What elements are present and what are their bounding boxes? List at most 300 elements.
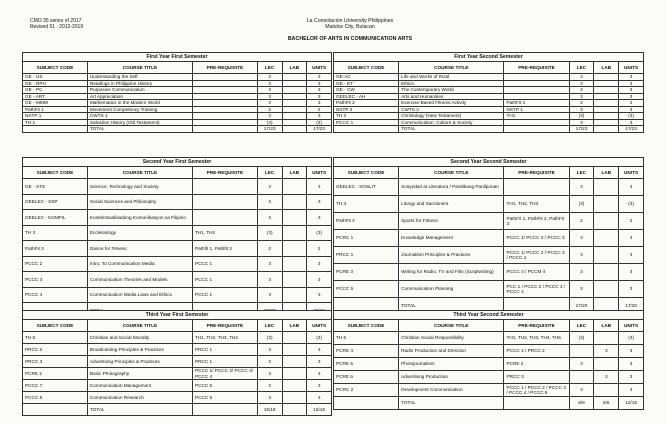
col-lab: LAB: [594, 62, 619, 74]
course-title: TOTAL: [87, 126, 192, 133]
table-row: [23, 194, 332, 210]
total-units: 3: [619, 358, 644, 371]
prerequisite: [192, 194, 257, 210]
course-title: Ethics: [399, 80, 504, 87]
course-title: Advertising Production: [399, 371, 504, 384]
course-title: Broadcasting Principles & Practices: [87, 344, 192, 356]
course-title: Communication Media Laws and Ethics: [87, 287, 192, 303]
semester-3-1: [22, 310, 332, 416]
lec-units: 2: [569, 213, 594, 230]
semester-3-2: [333, 310, 644, 410]
table-row: [23, 179, 332, 195]
prerequisite: PCCC 1: [192, 272, 257, 288]
total-units: 3: [619, 264, 644, 281]
course-table: [22, 61, 332, 133]
prerequisite: TH1, TH2, TH3: [504, 196, 569, 213]
col-course-title: COURSE TITLE: [399, 62, 504, 74]
lec-units: 15/18: [257, 404, 282, 416]
prerequisite: [504, 397, 569, 410]
prerequisite: [504, 179, 569, 196]
total-units: 3: [619, 371, 644, 384]
semester-title: First Year First Semester: [22, 52, 332, 61]
prerequisite: PCRE 2: [504, 358, 569, 371]
table-header-row: [334, 320, 644, 332]
lec-units: 17/20: [569, 298, 594, 315]
subject-code: PCRE 4: [334, 345, 399, 358]
lec-units: 3: [257, 179, 282, 195]
cmo-reference: [30, 18, 83, 30]
total-units: 3: [307, 179, 332, 195]
total-units: 3: [619, 87, 644, 94]
subject-code: PCCC 2: [23, 256, 88, 272]
prerequisite: PathFit 1: [504, 100, 569, 107]
lec-units: 2: [257, 241, 282, 257]
lec-units: 2: [257, 106, 282, 113]
course-title: Readings in Philippine History: [87, 80, 192, 87]
course-table: [333, 319, 644, 410]
prerequisite: PCCC 1: [192, 256, 257, 272]
semester-title: First Year Second Semester: [333, 52, 644, 61]
subject-code: GE - US: [23, 74, 88, 81]
prerequisite: Pathfit 1, Pathfit 2: [192, 241, 257, 257]
prerequisite: [192, 126, 257, 133]
course-title: Ecclesiology: [87, 225, 192, 241]
lab-units: [282, 404, 307, 416]
prerequisite: [192, 404, 257, 416]
course-title: Salvation History (Old Testament): [87, 119, 192, 126]
col-lec: LEC: [257, 167, 282, 179]
lec-units: 3: [257, 344, 282, 356]
lec-units: 3: [257, 287, 282, 303]
document-header: [200, 18, 500, 42]
subject-code: PCRE 2: [23, 368, 88, 380]
total-units: 3: [619, 345, 644, 358]
semester-title: Second Year First Semester: [22, 157, 332, 166]
lab-units: [282, 287, 307, 303]
course-title: Christology (New Testament): [399, 113, 504, 120]
total-units: 3: [307, 113, 332, 120]
lec-units: (3): [569, 113, 594, 120]
table-row: [334, 264, 644, 281]
prerequisite: [192, 179, 257, 195]
prerequisite: [504, 126, 569, 133]
total-units: 3: [307, 380, 332, 392]
table-row: [23, 392, 332, 404]
course-title: TOTAL: [399, 126, 504, 133]
prerequisite: PCCC 5: [192, 392, 257, 404]
table-row: [334, 371, 644, 384]
lec-units: (3): [257, 119, 282, 126]
col-course-title: COURSE TITLE: [87, 320, 192, 332]
lec-units: 3: [257, 368, 282, 380]
lab-units: [282, 272, 307, 288]
col-subject-code: SUBJECT CODE: [23, 167, 88, 179]
course-title: Communication Management: [87, 380, 192, 392]
subject-code: PCCC 1: [334, 119, 399, 126]
subject-code: PCCC 6: [23, 392, 88, 404]
col-subject-code: SUBJECT CODE: [23, 320, 88, 332]
course-table: [22, 166, 332, 319]
lec-units: 3: [257, 80, 282, 87]
lab-units: [282, 392, 307, 404]
course-title: Arts and Humanities: [399, 93, 504, 100]
lec-units: 3: [257, 100, 282, 107]
col-lab: LAB: [282, 62, 307, 74]
course-table: [22, 319, 332, 416]
total-units: 3: [307, 93, 332, 100]
course-title: Advertising Principles & Practices: [87, 356, 192, 368]
subject-code: PCRC 1: [334, 230, 399, 247]
course-title: Christian Social Responsibility: [399, 332, 504, 345]
course-title: Communication Research: [87, 392, 192, 404]
total-units: 3: [619, 230, 644, 247]
table-row: [23, 368, 332, 380]
table-row: [23, 272, 332, 288]
lec-units: 6/9: [569, 397, 594, 410]
table-row: [23, 225, 332, 241]
lec-units: 3: [569, 93, 594, 100]
lec-units: 3: [257, 380, 282, 392]
lab-units: [282, 356, 307, 368]
course-title: The Contemporary World: [399, 87, 504, 94]
col-lec: LEC: [569, 167, 594, 179]
table-row: [334, 345, 644, 358]
lab-units: [594, 247, 619, 264]
total-units: (3): [307, 119, 332, 126]
lab-units: [594, 264, 619, 281]
table-header-row: [23, 62, 332, 74]
total-units: 3: [619, 74, 644, 81]
course-title: TOTAL: [399, 298, 504, 315]
subject-code: [334, 126, 399, 133]
table-row: [23, 380, 332, 392]
subject-code: TH 3: [23, 225, 88, 241]
total-units: 2: [619, 100, 644, 107]
semester-1-1: [22, 52, 332, 133]
total-units: 3: [307, 100, 332, 107]
subject-code: GE - ET: [334, 80, 399, 87]
total-units: 3: [619, 119, 644, 126]
course-title: Exercise-Based Fitness Activity: [399, 100, 504, 107]
course-title: Radio Production and Direction: [399, 345, 504, 358]
lec-units: 3: [569, 358, 594, 371]
lec-units: 3: [257, 113, 282, 120]
course-title: Life and Works of Rizal: [399, 74, 504, 81]
course-title: Movement Competency Training: [87, 106, 192, 113]
lec-units: (3): [569, 196, 594, 213]
total-units: (3): [307, 225, 332, 241]
course-title: Journalism Principles & Practices: [399, 247, 504, 264]
course-title: Writing for Radio, TV and Film (Scriptwriting): [399, 264, 504, 281]
col-lec: LEC: [569, 320, 594, 332]
lec-units: 3: [257, 272, 282, 288]
subject-code: GEELEC - SOSLIT: [334, 179, 399, 196]
col-prerequisite: PRE-REQUISITE: [504, 62, 569, 74]
total-units: 17/20: [619, 298, 644, 315]
lab-units: [282, 241, 307, 257]
total-units: (3): [619, 196, 644, 213]
table-row: [334, 179, 644, 196]
lab-units: [594, 384, 619, 397]
col-units: UNITS: [619, 62, 644, 74]
total-units: 3: [619, 384, 644, 397]
course-title: Communication Theories and Models: [87, 272, 192, 288]
course-title: CWTS 1: [87, 113, 192, 120]
lec-units: 3: [569, 106, 594, 113]
lec-units: 3: [569, 264, 594, 281]
table-row: [334, 196, 644, 213]
col-lec: LEC: [257, 62, 282, 74]
col-prerequisite: PRE-REQUISITE: [192, 62, 257, 74]
col-course-title: COURSE TITLE: [87, 62, 192, 74]
table-row: [334, 213, 644, 230]
table-row: [23, 356, 332, 368]
subject-code: PRCC 1: [334, 247, 399, 264]
table-row: [334, 247, 644, 264]
total-units: 3: [307, 272, 332, 288]
prerequisite: PRCC 1: [192, 356, 257, 368]
lec-units: 17/23: [569, 126, 594, 133]
total-units: 3: [307, 356, 332, 368]
prerequisite: PRCC 1: [192, 344, 257, 356]
subject-code: PCCC 7: [23, 380, 88, 392]
semester-2-2: [333, 157, 644, 315]
prerequisite: PCCC 1/ PCCC 2 / PCCC 3 / PCCC 4: [504, 247, 569, 264]
lec-units: 3: [257, 392, 282, 404]
table-row: [23, 287, 332, 303]
table-row: [23, 241, 332, 257]
table-row: [334, 384, 644, 397]
prerequisite: PathFit 1, PathFit 2, PathFit 3: [504, 213, 569, 230]
col-lab: LAB: [282, 320, 307, 332]
prerequisite: TH1, TH2, TH3, TH4, TH5: [504, 332, 569, 345]
col-lab: LAB: [594, 167, 619, 179]
total-units: 3: [619, 179, 644, 196]
prerequisite: PCC 1 / PCCC 2 / PCCC 3 / PCCC 4: [504, 281, 569, 298]
lab-units: [282, 126, 307, 133]
lec-units: (3): [257, 332, 282, 344]
program-title: BACHELOR OF ARTS IN COMMUNICATION ARTS: [287, 35, 413, 42]
total-units: (3): [307, 332, 332, 344]
course-title: Communication, Culture & Society: [399, 119, 504, 126]
subject-code: NSTP 1: [23, 113, 88, 120]
course-table: [333, 166, 644, 315]
prerequisite: [192, 210, 257, 226]
total-units: 3: [619, 281, 644, 298]
table-row: [23, 332, 332, 344]
course-title: Knowledge Management: [399, 230, 504, 247]
course-title: Kontekstwalisadong Komunikasyon sa Filipino: [87, 210, 192, 226]
col-units: UNITS: [619, 167, 644, 179]
col-units: UNITS: [307, 167, 332, 179]
total-units: 17/23: [307, 126, 332, 133]
prerequisite: PCCC 4 / PRCC 2: [504, 345, 569, 358]
cmo-series: CMO 35 series of 2017: [30, 18, 82, 24]
semester-title: Second Year Second Semester: [333, 157, 644, 166]
subject-code: PathFit 4: [334, 213, 399, 230]
lab-units: 3: [594, 371, 619, 384]
subject-code: PCCC 3: [23, 272, 88, 288]
total-units: 3: [307, 210, 332, 226]
course-title: TOTAL: [399, 397, 504, 410]
total-units: 3: [307, 392, 332, 404]
table-header-row: [334, 167, 644, 179]
table-header-row: [334, 62, 644, 74]
semester-title: Third Year First Semester: [22, 310, 332, 319]
prerequisite: PCCC 5: [192, 380, 257, 392]
table-row: [334, 332, 644, 345]
subject-code: GE - PC: [23, 87, 88, 94]
subject-code: GE - RPH: [23, 80, 88, 87]
subject-code: TH 6: [334, 332, 399, 345]
lec-units: [569, 371, 594, 384]
course-title: CWTS 2: [399, 106, 504, 113]
subject-code: GE-AC: [334, 74, 399, 81]
total-units: 3: [307, 287, 332, 303]
lec-units: 3: [257, 210, 282, 226]
subject-code: NSTP 2: [334, 106, 399, 113]
col-course-title: COURSE TITLE: [399, 167, 504, 179]
subject-code: GE - MMW: [23, 100, 88, 107]
course-title: Basic Photography: [87, 368, 192, 380]
subject-code: TH 2: [334, 113, 399, 120]
total-units: 3: [619, 93, 644, 100]
total-units: 3: [307, 368, 332, 380]
subject-code: TH 5: [23, 332, 88, 344]
semester-1-2: [333, 52, 644, 133]
course-table: [333, 61, 644, 133]
lab-units: [594, 281, 619, 298]
col-subject-code: SUBJECT CODE: [334, 62, 399, 74]
lab-units: [594, 230, 619, 247]
col-lab: LAB: [282, 167, 307, 179]
total-row: [334, 126, 644, 133]
course-title: Social Sciences and Philosophy: [87, 194, 192, 210]
subject-code: [23, 404, 88, 416]
subject-code: PCCC 4: [23, 287, 88, 303]
total-units: 2: [307, 241, 332, 257]
subject-code: PCRE 6: [334, 371, 399, 384]
col-lec: LEC: [257, 320, 282, 332]
lec-units: 3: [257, 74, 282, 81]
lab-units: [594, 196, 619, 213]
lab-units: [282, 344, 307, 356]
total-units: (3): [619, 113, 644, 120]
table-header-row: [23, 320, 332, 332]
lec-units: 3: [569, 230, 594, 247]
course-title: Science, Technology and Society: [87, 179, 192, 195]
total-row: [23, 404, 332, 416]
table-row: [23, 344, 332, 356]
total-units: 15/18: [307, 404, 332, 416]
revised-note: Revised 51 : 2012-2019: [30, 24, 84, 30]
lec-units: 3: [257, 87, 282, 94]
subject-code: GEELEC - SSP: [23, 194, 88, 210]
lec-units: 3: [569, 74, 594, 81]
lec-units: 3: [257, 93, 282, 100]
lab-units: [282, 225, 307, 241]
col-lab: LAB: [594, 320, 619, 332]
total-row: [23, 126, 332, 133]
table-row: [334, 358, 644, 371]
lec-units: [569, 345, 594, 358]
prerequisite: PCCC 1 / PCCC 2 / PCCC 3 / PCCC 4 / PCCC 5: [504, 384, 569, 397]
subject-code: GEELEC - KOMFIL: [23, 210, 88, 226]
lab-units: [282, 179, 307, 195]
lec-units: 3: [569, 281, 594, 298]
course-title: Dance for Fitness: [87, 241, 192, 257]
col-units: UNITS: [307, 62, 332, 74]
lab-units: [594, 358, 619, 371]
course-title: Sports for Fitness: [399, 213, 504, 230]
total-units: 2: [307, 106, 332, 113]
lec-units: 3: [569, 87, 594, 94]
col-units: UNITS: [307, 320, 332, 332]
table-row: [23, 256, 332, 272]
lab-units: 6/6: [594, 397, 619, 410]
total-units: 12/15: [619, 397, 644, 410]
lec-units: 3: [569, 119, 594, 126]
subject-code: [23, 126, 88, 133]
col-subject-code: SUBJECT CODE: [334, 320, 399, 332]
subject-code: PathFit 2: [334, 100, 399, 107]
table-header-row: [23, 167, 332, 179]
lab-units: [594, 179, 619, 196]
lec-units: 3: [257, 356, 282, 368]
subject-code: PCRC 2: [334, 384, 399, 397]
prerequisite: PRCC 3: [504, 371, 569, 384]
lec-units: 3: [257, 194, 282, 210]
subject-code: PRCC 3: [23, 356, 88, 368]
total-units: 3: [619, 247, 644, 264]
total-units: 3: [307, 74, 332, 81]
course-title: Intro. To Communication Media: [87, 256, 192, 272]
lab-units: [282, 332, 307, 344]
school-city: Malolos City, Bulacan: [325, 24, 375, 31]
subject-code: TH 4: [334, 196, 399, 213]
course-title: TOTAL: [87, 404, 192, 416]
subject-code: [334, 397, 399, 410]
subject-code: GE - CW: [334, 87, 399, 94]
total-row: [334, 397, 644, 410]
lec-units: (3): [257, 225, 282, 241]
prerequisite: PCCC 3 / PCCM 4: [504, 264, 569, 281]
subject-code: GEELEC - AH: [334, 93, 399, 100]
subject-code: GE - ART: [23, 93, 88, 100]
course-title: Christian and Social Morality: [87, 332, 192, 344]
subject-code: PathFit 1: [23, 106, 88, 113]
prerequisite: TH1, TH2, TH3, TH4: [192, 332, 257, 344]
table-row: [334, 281, 644, 298]
total-units: 2: [619, 213, 644, 230]
table-row: [334, 230, 644, 247]
col-course-title: COURSE TITLE: [87, 167, 192, 179]
col-prerequisite: PRE-REQUISITE: [192, 167, 257, 179]
lec-units: 3: [257, 256, 282, 272]
course-title: Sosyedad at Literatura / Panitikang Panlipunan: [399, 179, 504, 196]
total-units: 3: [307, 194, 332, 210]
col-units: UNITS: [619, 320, 644, 332]
prerequisite: PCCC 1/ PCCC 2/ PCCC 3/ PCCC 4: [192, 368, 257, 380]
lab-units: [282, 194, 307, 210]
lec-units: (3): [569, 332, 594, 345]
subject-code: PathFit 3: [23, 241, 88, 257]
prerequisite: TH1, TH2: [192, 225, 257, 241]
course-title: Communication Planning: [399, 281, 504, 298]
semester-2-1: [22, 157, 332, 319]
total-units: 3: [307, 344, 332, 356]
course-title: Photojournalism: [399, 358, 504, 371]
